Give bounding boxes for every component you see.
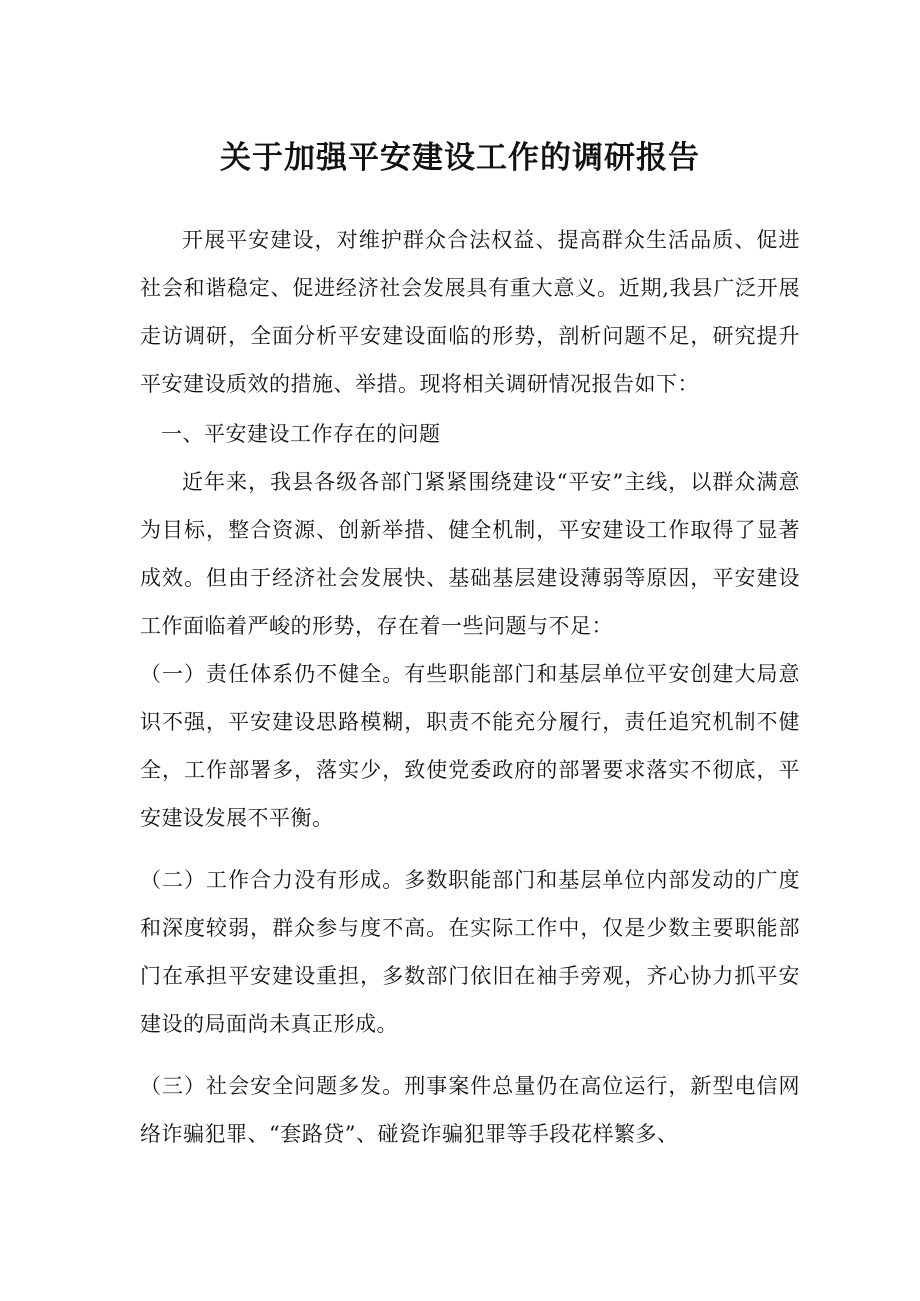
issue-paragraph-2: （二）工作合力没有形成。多数职能部门和基层单位内部发动的广度和深度较弱，群众参与度不高。在实际工作中，仅是少数主要职能部门在承担平安建设重担，多数部门依旧在袖手旁观，齐心协力抓平安建设的局面尚未真正形成。: [140, 868, 800, 1036]
issue-paragraph-3: （三）社会安全问题多发。刑事案件总量仍在高位运行，新型电信网络诈骗犯罪、“套路贷”、碰瓷诈骗犯罪等手段花样繁多、: [140, 1074, 800, 1146]
section-heading: 一、平安建设工作存在的问题: [161, 422, 441, 446]
issue-paragraph-1: （一）责任体系仍不健全。有些职能部门和基层单位平安创建大局意识不强，平安建设思路模糊，职责不能充分履行，责任追究机制不健全，工作部署多，落实少，致使党委政府的部署要求落实不彻底，平安建设发展不平衡。: [140, 662, 800, 830]
intro-paragraph: 开展平安建设，对维护群众合法权益、提高群众生活品质、促进社会和谐稳定、促进经济社会发展具有重大意义。近期,我县广泛开展走访调研，全面分析平安建设面临的形势，剖析问题不足，研究提升平安建设质效的措施、举措。现将相关调研情况报告如下：: [140, 228, 800, 396]
document-body: [140, 216, 800, 1158]
document-title: 关于加强平安建设工作的调研报告: [220, 140, 700, 176]
section-intro-paragraph: 近年来，我县各级各部门紧紧围绕建设“平安”主线，以群众满意为目标，整合资源、创新举措、健全机制，平安建设工作取得了显著成效。但由于经济社会发展快、基础基层建设薄弱等原因，平安建设工作面临着严峻的形势，存在着一些问题与不足：: [140, 470, 800, 638]
